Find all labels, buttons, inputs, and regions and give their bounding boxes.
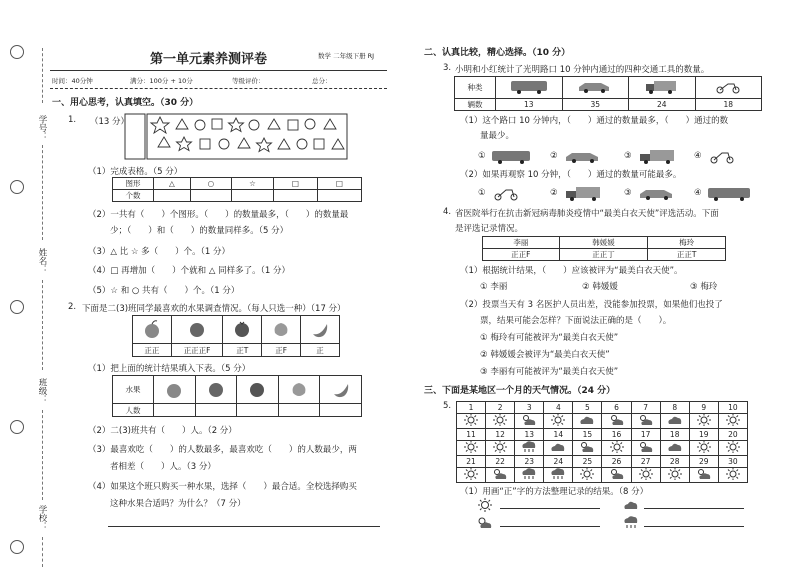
square-icon: □ [273, 178, 317, 190]
q2-sub3-line1: （3）最喜欢吃（ ）的人数最多，最喜欢吃（ ）的人数最少，两 [88, 445, 357, 455]
q3-sub2-options [478, 185, 768, 203]
day-number: 13 [515, 429, 544, 441]
pomegranate-icon [237, 376, 279, 404]
total-info: 总分： [312, 77, 332, 85]
tally-answer-line[interactable] [500, 508, 600, 509]
cloud-icon [544, 441, 573, 456]
truck-icon [562, 185, 604, 203]
q3-sub1-line1: （1）这个路口 10 分钟内，（ ）通过的数量最多，（ ）通过的数 [460, 116, 729, 126]
class-label: 班级： [37, 378, 47, 404]
count-cell[interactable] [195, 404, 237, 417]
tally-cell: 正正丁 [559, 249, 648, 261]
star-icon: ☆ [231, 178, 273, 190]
day-number: 1 [457, 402, 486, 414]
q5-number: 5. [443, 401, 452, 411]
tally-cell: 正正 [133, 344, 172, 357]
count-cell[interactable] [237, 404, 279, 417]
day-number: 18 [660, 429, 689, 441]
tally-cell: 正 [301, 344, 340, 357]
q4-sub1: （1）根据统计结果，（ ）应该被评为“最美白衣天使”。 [460, 266, 683, 276]
day-number: 8 [660, 402, 689, 414]
cloudy-sun-icon [476, 516, 494, 530]
sun-icon [689, 414, 718, 429]
tally-cell: 正正T [648, 249, 726, 261]
sun-icon [457, 468, 486, 483]
day-number: 24 [544, 456, 573, 468]
day-number: 28 [660, 456, 689, 468]
orange-icon [195, 376, 237, 404]
vote-table [482, 236, 726, 261]
option-2[interactable]: ② 韩媛媛 [582, 282, 618, 292]
option-number[interactable]: ④ [694, 188, 702, 198]
option-3[interactable]: ③ 李丽有可能被评为“最美白衣天使” [480, 367, 619, 377]
weather-calendar [456, 401, 748, 483]
count-cell[interactable] [154, 404, 196, 417]
q2-sub1: （1）把上面的统计结果填入下表。（5 分） [88, 364, 251, 374]
option-1[interactable]: ① 梅玲有可能被评为“最美白衣天使” [480, 333, 619, 343]
binding-hole [10, 300, 24, 314]
tally-answer-line[interactable] [500, 526, 600, 527]
cloud-icon [660, 441, 689, 456]
sun-icon [544, 414, 573, 429]
day-number: 17 [631, 429, 660, 441]
sun-icon [631, 468, 660, 483]
car-icon [636, 185, 678, 203]
count-cell[interactable] [278, 404, 320, 417]
q4-sub2-line1: （2）投票当天有 3 名医护人员出差，没能参加投票，如果他们也投了 [460, 300, 723, 310]
day-number: 25 [573, 456, 602, 468]
peach-icon [278, 376, 320, 404]
option-number[interactable]: ③ [624, 188, 632, 198]
day-number: 16 [602, 429, 631, 441]
candidate-name: 梅玲 [648, 237, 726, 249]
q2-sub2: （2）二(3)班共有（ ）人。（2 分） [88, 426, 237, 436]
q3-sub1-line2: 量最少。 [480, 131, 515, 141]
q2-text: 下面是二(3)班同学最喜欢的水果调查情况。（每人只选一种）（17 分） [82, 304, 346, 314]
binding-hole [10, 180, 24, 194]
q1-sub4: （4）□ 再增加（ ）个就和 △ 同样多了。（1 分） [88, 266, 290, 276]
q5-sub1: （1）用画“正”字的方法整理记录的结果。（8 分） [460, 487, 649, 497]
cloudsun-icon [486, 468, 515, 483]
day-number: 7 [631, 402, 660, 414]
day-number: 30 [718, 456, 747, 468]
option-2[interactable]: ② 韩媛媛会被评为“最美白衣天使” [480, 350, 610, 360]
student-name-label: 姓名： [37, 248, 47, 274]
day-number: 14 [544, 429, 573, 441]
rain-icon [622, 516, 640, 530]
q2-sub4-line2: 这种水果合适吗？为什么？（7 分） [110, 499, 246, 509]
day-number: 26 [602, 456, 631, 468]
student-id-label: 学号： [37, 115, 47, 141]
rain-icon [515, 441, 544, 456]
peach-icon [262, 316, 301, 344]
count-cell: 13 [496, 99, 563, 111]
cloudsun-icon [631, 414, 660, 429]
truck-icon [636, 148, 678, 166]
day-number: 22 [486, 456, 515, 468]
q3-sub2: （2）如果再观察 10 分钟，（ ）通过的数量可能最多。 [460, 170, 682, 180]
subject-meta: 数学 二年级下册 RJ [318, 52, 375, 60]
sun-icon [573, 468, 602, 483]
cloudsun-icon [515, 414, 544, 429]
day-number: 27 [631, 456, 660, 468]
cloudsun-icon [689, 468, 718, 483]
option-number[interactable]: ① [478, 151, 486, 161]
count-cell: 18 [695, 99, 762, 111]
q1-points: （13 分） [90, 117, 130, 127]
table-header-fruit: 水果 [113, 376, 154, 404]
table-header-count: 辆数 [455, 99, 496, 111]
tally-cell: 正正F [483, 249, 560, 261]
tally-answer-line[interactable] [644, 508, 744, 509]
school-label: 学校： [37, 505, 47, 531]
answer-line[interactable] [108, 526, 380, 527]
apple-icon [133, 316, 172, 344]
sun-icon [718, 441, 747, 456]
option-3[interactable]: ③ 梅玲 [690, 282, 718, 292]
candidate-name: 韩媛媛 [559, 237, 648, 249]
q1-number: 1. [68, 115, 77, 125]
cloud-icon [622, 498, 640, 512]
day-number: 29 [689, 456, 718, 468]
q4-number: 4. [443, 207, 452, 217]
day-number: 20 [718, 429, 747, 441]
car-icon [562, 148, 604, 166]
triangle-icon: △ [154, 178, 191, 190]
score-info: 满分：100分 + 10分 [130, 77, 193, 85]
page-title: 第一单元素养测评卷 [150, 52, 268, 67]
day-number: 9 [689, 402, 718, 414]
option-number[interactable]: ② [550, 188, 558, 198]
section2-heading: 二、认真比较，精心选择。（10 分） [424, 48, 571, 58]
day-number: 12 [486, 429, 515, 441]
day-number: 6 [602, 402, 631, 414]
motorcycle-icon [706, 148, 738, 166]
section3-heading: 三、下面是某地区一个月的天气情况。（24 分） [424, 386, 616, 396]
cloud-icon [660, 414, 689, 429]
day-number: 2 [486, 402, 515, 414]
table-header-count: 个数 [113, 190, 154, 202]
sun-icon [486, 414, 515, 429]
cloudsun-icon [573, 441, 602, 456]
count-cell[interactable] [317, 190, 361, 202]
day-number: 15 [573, 429, 602, 441]
cloud-icon [573, 414, 602, 429]
fruit-tally-table [132, 315, 340, 357]
sun-icon [602, 441, 631, 456]
car-icon [562, 77, 629, 99]
time-info: 时间：40分钟 [52, 77, 93, 85]
traffic-table [454, 76, 762, 111]
fruit-count-table [112, 375, 362, 417]
q1-sub2-line2: 少；（ ）和（ ）的数量同样多。（5 分） [110, 226, 289, 236]
q4-sub2-line2: 票，结果可能会怎样？下面说法正确的是（ ）。 [480, 316, 672, 326]
rain-icon [515, 468, 544, 483]
tally-answer-line[interactable] [644, 526, 744, 527]
day-number: 5 [573, 402, 602, 414]
banana-icon [301, 316, 340, 344]
q1-sub5: （5）☆ 和 ○ 共有（ ）个。（1 分） [88, 286, 240, 296]
day-number: 4 [544, 402, 573, 414]
bus-icon [706, 185, 752, 203]
sun-icon [718, 414, 747, 429]
table-header-type: 种类 [455, 77, 496, 99]
q2-sub4-line1: （4）如果这个班只购买一种水果，选择（ ）最合适。全校选择购买 [88, 482, 357, 492]
binding-hole [10, 45, 24, 59]
q3-sub1-options [478, 148, 768, 166]
motorcycle-icon [490, 185, 522, 203]
day-number: 10 [718, 402, 747, 414]
count-cell[interactable] [231, 190, 273, 202]
q1-sub1: （1）完成表格。（5 分） [88, 167, 183, 177]
binding-hole [10, 420, 24, 434]
day-number: 19 [689, 429, 718, 441]
option-number[interactable]: ③ [624, 151, 632, 161]
apple-icon [154, 376, 196, 404]
sun-icon [689, 441, 718, 456]
option-1[interactable]: ① 李丽 [480, 282, 508, 292]
section1-heading: 一、用心思考，认真填空。（30 分） [52, 98, 199, 108]
tally-cell: 正正正F [171, 344, 223, 357]
q3-number: 3. [443, 63, 452, 73]
sun-icon [660, 468, 689, 483]
sun-icon [457, 441, 486, 456]
count-cell[interactable] [320, 404, 362, 417]
sun-icon [457, 414, 486, 429]
count-cell[interactable] [190, 190, 231, 202]
banana-icon [320, 376, 362, 404]
table-header-people: 人数 [113, 404, 154, 417]
sun-icon [476, 498, 494, 512]
cloudsun-icon [602, 414, 631, 429]
table-header-shape: 图形 [113, 178, 154, 190]
q4-text-line1: 省医院举行在抗击新冠病毒肺炎疫情中“最美白衣天使”评选活动。下面 [455, 209, 719, 219]
cloudsun-icon [631, 441, 660, 456]
day-number: 21 [457, 456, 486, 468]
pomegranate-icon [223, 316, 262, 344]
count-cell[interactable] [154, 190, 191, 202]
day-number: 23 [515, 456, 544, 468]
q1-sub3: （3）△ 比 ☆ 多（ ）个。（1 分） [88, 247, 231, 257]
option-number[interactable]: ② [550, 151, 558, 161]
orange-icon [171, 316, 223, 344]
shapes-figure [124, 113, 348, 161]
binding-hole [10, 540, 24, 554]
square-icon: □ [317, 178, 361, 190]
option-number[interactable]: ① [478, 188, 486, 198]
day-number: 3 [515, 402, 544, 414]
shape-count-table [112, 177, 362, 202]
cloudsun-icon [602, 468, 631, 483]
day-number: 11 [457, 429, 486, 441]
option-number[interactable]: ④ [694, 151, 702, 161]
bus-icon [490, 148, 532, 166]
motorcycle-icon [695, 77, 762, 99]
grade-info: 等级评价： [232, 77, 265, 85]
q2-number: 2. [68, 302, 77, 312]
sun-icon [486, 441, 515, 456]
rain-icon [544, 468, 573, 483]
truck-icon [629, 77, 696, 99]
q2-sub3-line2: 者相差（ ）人。（3 分） [110, 462, 216, 472]
tally-cell: 正T [223, 344, 262, 357]
q3-text: 小明和小红统计了光明路口 10 分钟内通过的四种交通工具的数量。 [455, 65, 710, 75]
candidate-name: 李丽 [483, 237, 560, 249]
bus-icon [496, 77, 563, 99]
sun-icon [718, 468, 747, 483]
q1-sub2-line1: （2）一共有（ ）个图形。（ ）的数量最多，（ ）的数量最 [88, 210, 349, 220]
count-cell[interactable] [273, 190, 317, 202]
count-cell: 35 [562, 99, 629, 111]
count-cell: 24 [629, 99, 696, 111]
q4-text-line2: 是评选记录情况。 [455, 224, 524, 234]
circle-icon: ○ [190, 178, 231, 190]
tally-cell: 正F [262, 344, 301, 357]
